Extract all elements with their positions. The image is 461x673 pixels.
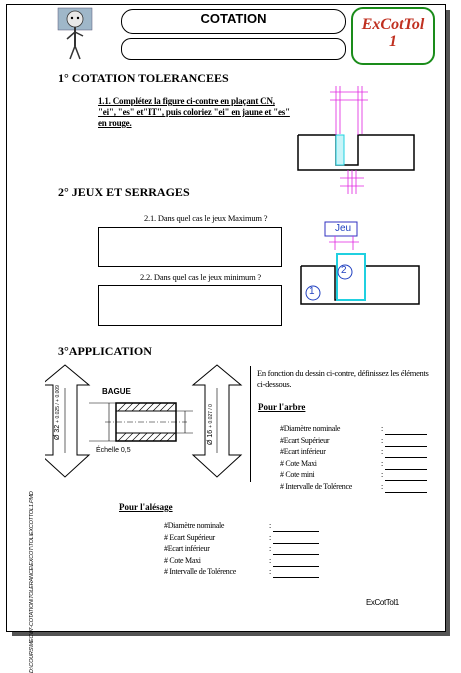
part-label: BAGUE <box>102 387 131 396</box>
bague-drawing <box>45 363 245 486</box>
arbre-colon: : <box>381 435 384 445</box>
section1-heading: 1° COTATION TOLERANCEES <box>58 71 229 85</box>
alesage-colon: : <box>269 532 272 542</box>
arbre-colon: : <box>381 447 384 456</box>
footer-code: ExCotTol1 <box>366 598 399 607</box>
dim-outer-tol: + 0.025 / + 0.009 <box>55 385 61 423</box>
alesage-item: #Ecart inférieur <box>164 544 210 553</box>
section2-heading: 2° JEUX ET SERRAGES <box>58 185 190 199</box>
arbre-answer-line[interactable] <box>385 492 427 493</box>
arbre-colon: : <box>381 470 384 479</box>
arbre-item: #Diamètre nominale <box>280 424 341 433</box>
arbre-item: #Ecart Supérieur <box>280 435 330 445</box>
file-path: D:\COURS\MEC\07-COTATION\TOLERANCE\EXCOT\TOL\EXCOTTOL1.PMD <box>29 491 35 673</box>
arbre-answer-line[interactable] <box>385 480 427 481</box>
alesage-answer-line[interactable] <box>273 543 319 544</box>
dim-inner-value: Ø 16 <box>207 429 214 445</box>
arbre-colon: : <box>381 424 384 433</box>
circle-label-2: 2 <box>341 265 347 276</box>
section1-instruction: 1.1. Complétez la figure ci-contre en plaçant CN, "ei", "es" et"IT", puis coloriez "ei" en jaune et "es" en rouge. <box>98 96 290 128</box>
alesage-title: Pour l'alésage <box>119 502 173 512</box>
question-2-2: 2.2. Dans quel cas le jeux minimum ? <box>140 272 261 282</box>
alesage-colon: : <box>269 544 272 553</box>
arbre-colon: : <box>381 481 384 491</box>
scale-label: Échelle 0,5 <box>96 447 131 454</box>
fit-drawing-2 <box>295 220 423 313</box>
exercise-code-line2: 1 <box>389 33 397 50</box>
circle-label-1: 1 <box>309 286 315 297</box>
alesage-item: #Diamètre nominale <box>164 521 225 530</box>
exercise-code-line1: ExCotTol <box>361 16 425 33</box>
page-shadow-right <box>446 10 450 636</box>
alesage-answer-line[interactable] <box>273 554 319 555</box>
question-2-1: 2.1. Dans quel cas le jeux Maximum ? <box>144 213 268 223</box>
alesage-item: # Cote Maxi <box>164 555 201 565</box>
alesage-colon: : <box>269 555 272 565</box>
dim-inner <box>207 405 214 445</box>
arbre-item: # Cote mini <box>280 470 315 479</box>
arbre-answer-line[interactable] <box>385 457 427 458</box>
arbre-title: Pour l'arbre <box>258 402 306 412</box>
section3-heading: 3°APPLICATION <box>58 344 152 358</box>
fit-drawing-1 <box>290 78 420 201</box>
arbre-answer-line[interactable] <box>385 434 427 435</box>
alesage-item: # Ecart Supérieur <box>164 532 215 542</box>
page-shadow-bottom <box>12 632 450 636</box>
answer-box-2-2[interactable] <box>98 285 282 326</box>
dim-outer-value: Ø 32 <box>54 424 61 440</box>
jeu-label: Jeu <box>335 223 352 234</box>
arbre-colon: : <box>381 458 384 468</box>
logo-figure <box>56 6 94 62</box>
alesage-answer-line[interactable] <box>273 531 319 532</box>
arbre-answer-line[interactable] <box>385 446 427 447</box>
alesage-answer-line[interactable] <box>273 566 319 567</box>
alesage-answer-line[interactable] <box>273 577 319 578</box>
alesage-colon: : <box>269 521 272 530</box>
section3-instruction: En fonction du dessin ci-contre, définissez les éléments ci-dessous. <box>257 368 429 389</box>
alesage-item: # Intervalle de Tolérence <box>164 567 236 576</box>
section3-divider <box>250 366 251 482</box>
arbre-answer-line[interactable] <box>385 469 427 470</box>
title-subbox <box>121 38 346 60</box>
arbre-item: #Ecart inférieur <box>280 447 326 456</box>
answer-box-2-1[interactable] <box>98 227 282 267</box>
arbre-item: # Intervalle de Tolérence <box>280 481 352 491</box>
dim-outer <box>54 385 61 440</box>
page-title: COTATION <box>200 11 267 26</box>
dim-inner-tol: + 0.027 / 0 <box>208 404 214 428</box>
exercise-code <box>351 16 435 50</box>
arbre-item: # Cote Maxi <box>280 458 317 468</box>
alesage-colon: : <box>269 567 272 576</box>
